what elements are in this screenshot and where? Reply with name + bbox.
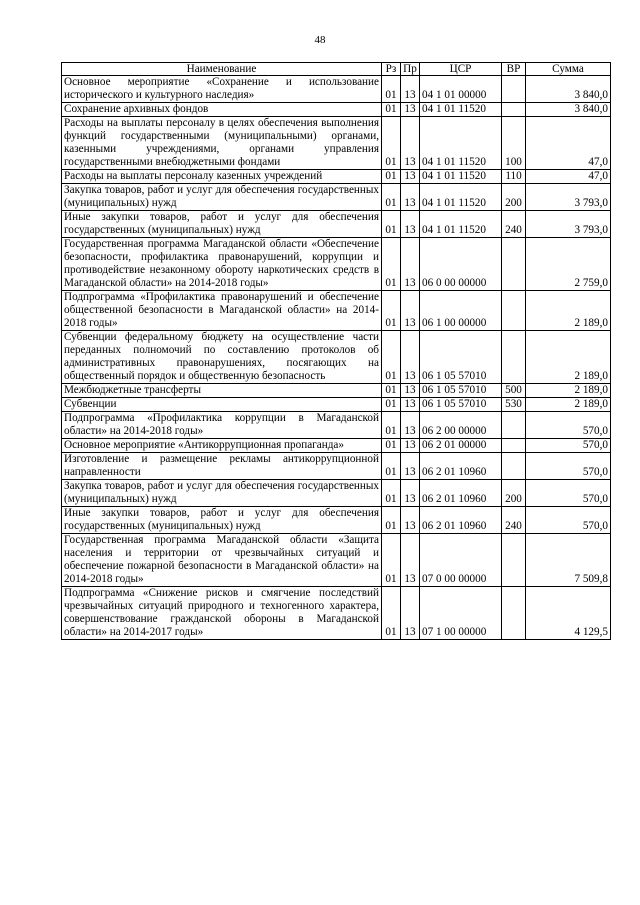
table-row bbox=[62, 211, 611, 238]
cell-sum: 2 759,0 bbox=[526, 238, 611, 291]
header-vr: ВР bbox=[502, 63, 526, 76]
cell-csr: 06 2 01 10960 bbox=[420, 507, 502, 534]
header-sum: Сумма bbox=[526, 63, 611, 76]
cell-pr: 13 bbox=[401, 117, 420, 170]
cell-csr: 07 0 00 00000 bbox=[420, 534, 502, 587]
table-row bbox=[62, 291, 611, 331]
cell-rz: 01 bbox=[382, 103, 401, 117]
cell-name: Субвенции федеральному бюджету на осуществление части переданных полномочий по составлению протоколов об административных правонарушениях, посягающих на общественный порядок и общественную безопасность bbox=[62, 331, 382, 384]
cell-vr bbox=[502, 453, 526, 480]
cell-sum: 570,0 bbox=[526, 453, 611, 480]
table-body bbox=[62, 76, 611, 640]
cell-csr: 04 1 01 11520 bbox=[420, 211, 502, 238]
cell-csr: 04 1 01 00000 bbox=[420, 76, 502, 103]
budget-table bbox=[61, 62, 611, 640]
cell-sum: 2 189,0 bbox=[526, 331, 611, 384]
table-row bbox=[62, 507, 611, 534]
cell-pr: 13 bbox=[401, 398, 420, 412]
cell-sum: 2 189,0 bbox=[526, 291, 611, 331]
cell-rz: 01 bbox=[382, 587, 401, 640]
cell-name: Подпрограмма «Профилактика коррупции в Магаданской области» на 2014-2018 годы» bbox=[62, 412, 382, 439]
cell-sum: 47,0 bbox=[526, 117, 611, 170]
cell-name: Изготовление и размещение рекламы антикоррупционной направленности bbox=[62, 453, 382, 480]
table-row bbox=[62, 238, 611, 291]
cell-csr: 04 1 01 11520 bbox=[420, 170, 502, 184]
cell-rz: 01 bbox=[382, 331, 401, 384]
cell-sum: 3 793,0 bbox=[526, 184, 611, 211]
header-csr: ЦСР bbox=[420, 63, 502, 76]
cell-name: Государственная программа Магаданской области «Защита населения и территории от чрезвычайных ситуаций и обеспечение пожарной безопасности в Магаданской области» на 2014-2018 годы» bbox=[62, 534, 382, 587]
cell-pr: 13 bbox=[401, 103, 420, 117]
cell-pr: 13 bbox=[401, 291, 420, 331]
cell-pr: 13 bbox=[401, 587, 420, 640]
cell-csr: 06 2 00 00000 bbox=[420, 412, 502, 439]
cell-vr bbox=[502, 103, 526, 117]
cell-pr: 13 bbox=[401, 534, 420, 587]
cell-pr: 13 bbox=[401, 331, 420, 384]
table-row bbox=[62, 398, 611, 412]
table-row bbox=[62, 103, 611, 117]
cell-sum: 3 840,0 bbox=[526, 103, 611, 117]
cell-name: Межбюджетные трансферты bbox=[62, 384, 382, 398]
cell-sum: 570,0 bbox=[526, 480, 611, 507]
table-row bbox=[62, 480, 611, 507]
cell-pr: 13 bbox=[401, 453, 420, 480]
cell-csr: 06 2 01 10960 bbox=[420, 480, 502, 507]
cell-rz: 01 bbox=[382, 184, 401, 211]
cell-vr: 200 bbox=[502, 184, 526, 211]
cell-rz: 01 bbox=[382, 412, 401, 439]
cell-name: Закупка товаров, работ и услуг для обеспечения государственных (муниципальных) нужд bbox=[62, 184, 382, 211]
cell-rz: 01 bbox=[382, 534, 401, 587]
cell-rz: 01 bbox=[382, 291, 401, 331]
cell-pr: 13 bbox=[401, 439, 420, 453]
cell-sum: 570,0 bbox=[526, 507, 611, 534]
table-header-row bbox=[62, 63, 611, 76]
cell-name: Закупка товаров, работ и услуг для обеспечения государственных (муниципальных) нужд bbox=[62, 480, 382, 507]
table-row bbox=[62, 453, 611, 480]
cell-vr bbox=[502, 291, 526, 331]
cell-name: Основное мероприятие «Антикоррупционная пропаганда» bbox=[62, 439, 382, 453]
cell-vr: 240 bbox=[502, 211, 526, 238]
cell-rz: 01 bbox=[382, 76, 401, 103]
cell-pr: 13 bbox=[401, 170, 420, 184]
cell-name: Расходы на выплаты персоналу казенных учреждений bbox=[62, 170, 382, 184]
cell-sum: 7 509,8 bbox=[526, 534, 611, 587]
cell-sum: 570,0 bbox=[526, 412, 611, 439]
cell-csr: 06 1 05 57010 bbox=[420, 331, 502, 384]
cell-vr: 240 bbox=[502, 507, 526, 534]
cell-name: Основное мероприятие «Сохранение и использование исторического и культурного наследия» bbox=[62, 76, 382, 103]
cell-csr: 04 1 01 11520 bbox=[420, 117, 502, 170]
header-pr: Пр bbox=[401, 63, 420, 76]
cell-rz: 01 bbox=[382, 211, 401, 238]
cell-sum: 570,0 bbox=[526, 439, 611, 453]
cell-rz: 01 bbox=[382, 439, 401, 453]
cell-csr: 07 1 00 00000 bbox=[420, 587, 502, 640]
cell-csr: 04 1 01 11520 bbox=[420, 184, 502, 211]
cell-csr: 06 2 01 10960 bbox=[420, 453, 502, 480]
cell-vr bbox=[502, 331, 526, 384]
cell-sum: 3 793,0 bbox=[526, 211, 611, 238]
cell-csr: 06 1 05 57010 bbox=[420, 398, 502, 412]
cell-rz: 01 bbox=[382, 384, 401, 398]
cell-vr bbox=[502, 439, 526, 453]
table-row bbox=[62, 439, 611, 453]
cell-vr bbox=[502, 534, 526, 587]
cell-pr: 13 bbox=[401, 507, 420, 534]
table-row bbox=[62, 117, 611, 170]
cell-rz: 01 bbox=[382, 117, 401, 170]
table-row bbox=[62, 534, 611, 587]
cell-vr: 530 bbox=[502, 398, 526, 412]
cell-name: Расходы на выплаты персоналу в целях обеспечения выполнения функций государственными (муниципальными) органами, казенными учреждениями, органами управления государственными внебюджетными фондами bbox=[62, 117, 382, 170]
cell-vr: 100 bbox=[502, 117, 526, 170]
table-row bbox=[62, 412, 611, 439]
cell-pr: 13 bbox=[401, 76, 420, 103]
header-rz: Рз bbox=[382, 63, 401, 76]
cell-vr: 500 bbox=[502, 384, 526, 398]
cell-pr: 13 bbox=[401, 480, 420, 507]
cell-pr: 13 bbox=[401, 211, 420, 238]
header-name: Наименование bbox=[62, 63, 382, 76]
cell-rz: 01 bbox=[382, 480, 401, 507]
cell-sum: 2 189,0 bbox=[526, 384, 611, 398]
cell-csr: 06 1 05 57010 bbox=[420, 384, 502, 398]
cell-csr: 06 2 01 00000 bbox=[420, 439, 502, 453]
cell-sum: 2 189,0 bbox=[526, 398, 611, 412]
table-row bbox=[62, 384, 611, 398]
cell-vr bbox=[502, 238, 526, 291]
table-row bbox=[62, 587, 611, 640]
cell-pr: 13 bbox=[401, 238, 420, 291]
cell-name: Подпрограмма «Снижение рисков и смягчение последствий чрезвычайных ситуаций природного и техногенного характера, совершенствование гражданской обороны в Магаданской области» на 2014-2017 годы» bbox=[62, 587, 382, 640]
cell-csr: 04 1 01 11520 bbox=[420, 103, 502, 117]
cell-sum: 47,0 bbox=[526, 170, 611, 184]
cell-name: Иные закупки товаров, работ и услуг для обеспечения государственных (муниципальных) нужд bbox=[62, 211, 382, 238]
cell-vr bbox=[502, 412, 526, 439]
table-row bbox=[62, 76, 611, 103]
cell-vr bbox=[502, 76, 526, 103]
table-row bbox=[62, 331, 611, 384]
cell-pr: 13 bbox=[401, 384, 420, 398]
cell-vr: 200 bbox=[502, 480, 526, 507]
cell-rz: 01 bbox=[382, 238, 401, 291]
cell-name: Сохранение архивных фондов bbox=[62, 103, 382, 117]
table-row bbox=[62, 184, 611, 211]
table-row bbox=[62, 170, 611, 184]
cell-csr: 06 0 00 00000 bbox=[420, 238, 502, 291]
cell-rz: 01 bbox=[382, 453, 401, 480]
cell-sum: 4 129,5 bbox=[526, 587, 611, 640]
cell-vr: 110 bbox=[502, 170, 526, 184]
cell-rz: 01 bbox=[382, 507, 401, 534]
cell-rz: 01 bbox=[382, 170, 401, 184]
cell-rz: 01 bbox=[382, 398, 401, 412]
cell-vr bbox=[502, 587, 526, 640]
cell-name: Иные закупки товаров, работ и услуг для обеспечения государственных (муниципальных) нужд bbox=[62, 507, 382, 534]
cell-name: Подпрограмма «Профилактика правонарушений и обеспечение общественной безопасности в Магаданской области» на 2014-2018 годы» bbox=[62, 291, 382, 331]
cell-csr: 06 1 00 00000 bbox=[420, 291, 502, 331]
page-number: 48 bbox=[314, 34, 326, 46]
cell-name: Государственная программа Магаданской области «Обеспечение безопасности, профилактика правонарушений, коррупции и противодействие незаконному обороту наркотических средств в Магаданской области» на 2014-2018 годы» bbox=[62, 238, 382, 291]
cell-pr: 13 bbox=[401, 412, 420, 439]
cell-name: Субвенции bbox=[62, 398, 382, 412]
cell-pr: 13 bbox=[401, 184, 420, 211]
cell-sum: 3 840,0 bbox=[526, 76, 611, 103]
